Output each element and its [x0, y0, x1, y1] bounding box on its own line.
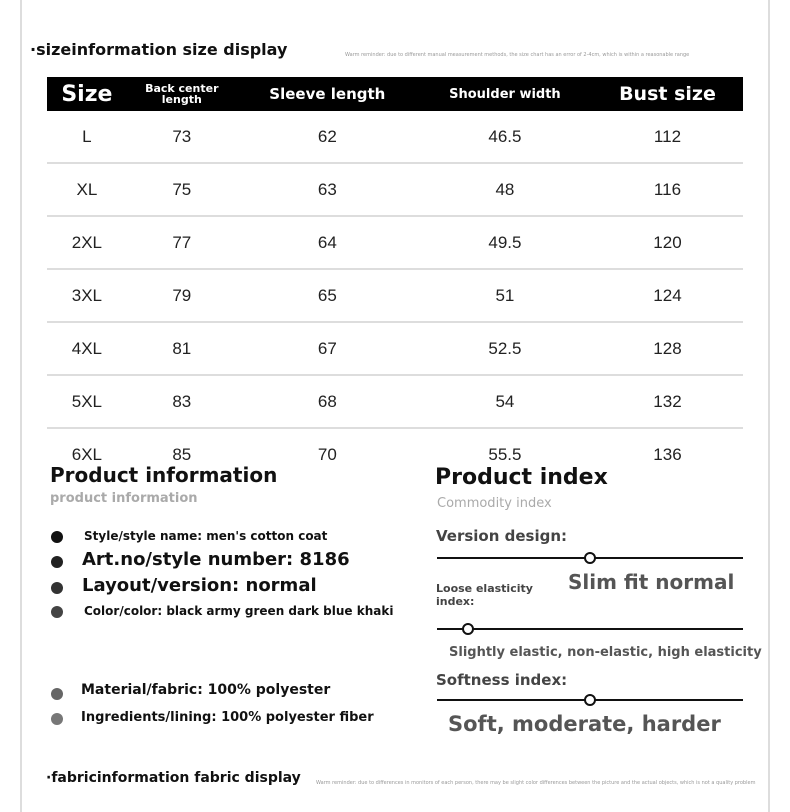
- product-index-title: Product index: [435, 465, 608, 490]
- version-label: Version design:: [436, 527, 568, 545]
- table-cell: 2XL: [47, 216, 127, 269]
- table-cell: 65: [237, 269, 418, 322]
- fabric-section-title: ·fabricinformation fabric display: [46, 770, 301, 786]
- table-cell: 112: [592, 111, 743, 163]
- column-header: Sleeve length: [237, 77, 418, 111]
- fabric-note: Warm reminder: due to differences in monitors of each person, there may be slight color differences between the picture and the actual objects, which is not a quality problem: [316, 780, 756, 786]
- table-cell: 67: [237, 322, 418, 375]
- table-cell: 6XL: [71, 444, 103, 464]
- product-info-title: Product information: [50, 463, 278, 487]
- info-item: Art.no/style number: 8186: [82, 549, 350, 570]
- table-cell: 51: [418, 269, 592, 322]
- soft-value: Soft, moderate, harder: [448, 712, 721, 736]
- slider-knob: [462, 623, 474, 635]
- bullet-icon: [51, 713, 63, 725]
- table-cell: 49.5: [418, 216, 592, 269]
- elastic-label: Loose elasticity index:: [436, 582, 533, 608]
- soft-slider: [437, 699, 743, 701]
- bullet-icon: [51, 531, 63, 543]
- table-cell: 116: [592, 163, 743, 216]
- bullet-icon: [51, 606, 63, 618]
- table-cell: 132: [592, 375, 743, 428]
- table-cell: 70: [317, 444, 337, 464]
- table-cell: 73: [127, 111, 237, 163]
- slider-knob: [584, 552, 596, 564]
- size-note: Warm reminder: due to different manual measurement methods, the size chart has an error of 2-4cm, which is within a reasonable range: [345, 52, 690, 58]
- table-cell: 136: [653, 444, 682, 464]
- version-slider: [437, 557, 743, 559]
- table-cell: 75: [127, 163, 237, 216]
- table-cell: 55.5: [488, 444, 522, 464]
- column-header: Size: [47, 77, 127, 111]
- table-cell: 68: [237, 375, 418, 428]
- table-row: [47, 375, 743, 428]
- product-info-subtitle: product information: [50, 491, 198, 506]
- elastic-slider: [437, 628, 743, 630]
- bullet-icon: [51, 556, 63, 568]
- table-cell: 120: [592, 216, 743, 269]
- table-cell: 48: [418, 163, 592, 216]
- table-cell: 81: [127, 322, 237, 375]
- slider-knob: [584, 694, 596, 706]
- table-cell: 4XL: [47, 322, 127, 375]
- table-cell: XL: [47, 163, 127, 216]
- table-cell: 46.5: [418, 111, 592, 163]
- table-cell: 124: [592, 269, 743, 322]
- column-header: Bust size: [592, 77, 743, 111]
- table-cell: 62: [237, 111, 418, 163]
- info-item: Ingredients/lining: 100% polyester fiber: [81, 710, 374, 725]
- elastic-value: Slightly elastic, non-elastic, high elasticity: [449, 645, 762, 660]
- version-value: Slim fit normal: [568, 570, 735, 594]
- table-row: [47, 163, 743, 216]
- info-item: Layout/version: normal: [82, 575, 317, 596]
- info-item: Style/style name: men's cotton coat: [84, 529, 328, 543]
- table-row: [47, 216, 743, 269]
- product-index-subtitle: Commodity index: [437, 496, 552, 511]
- soft-label: Softness index:: [436, 671, 568, 689]
- size-section-title: ·sizeinformation size display: [30, 40, 288, 59]
- table-cell: 83: [127, 375, 237, 428]
- table-cell: L: [47, 111, 127, 163]
- column-header: Shoulder width: [418, 77, 592, 111]
- table-cell: 63: [237, 163, 418, 216]
- table-cell: 128: [592, 322, 743, 375]
- bullet-icon: [51, 688, 63, 700]
- table-cell: 3XL: [47, 269, 127, 322]
- table-cell: 79: [127, 269, 237, 322]
- table-cell: 77: [127, 216, 237, 269]
- table-cell: 64: [237, 216, 418, 269]
- table-row: [47, 322, 743, 375]
- table-row: [47, 111, 743, 163]
- table-cell: 85: [172, 444, 192, 464]
- info-item: Color/color: black army green dark blue khaki: [84, 604, 394, 618]
- bullet-icon: [51, 582, 63, 594]
- info-item: Material/fabric: 100% polyester: [81, 682, 331, 698]
- table-cell: 5XL: [47, 375, 127, 428]
- table-cell: 52.5: [418, 322, 592, 375]
- size-table: [47, 77, 743, 480]
- table-row: [47, 269, 743, 322]
- column-header: Back center length: [127, 77, 237, 111]
- table-cell: 54: [418, 375, 592, 428]
